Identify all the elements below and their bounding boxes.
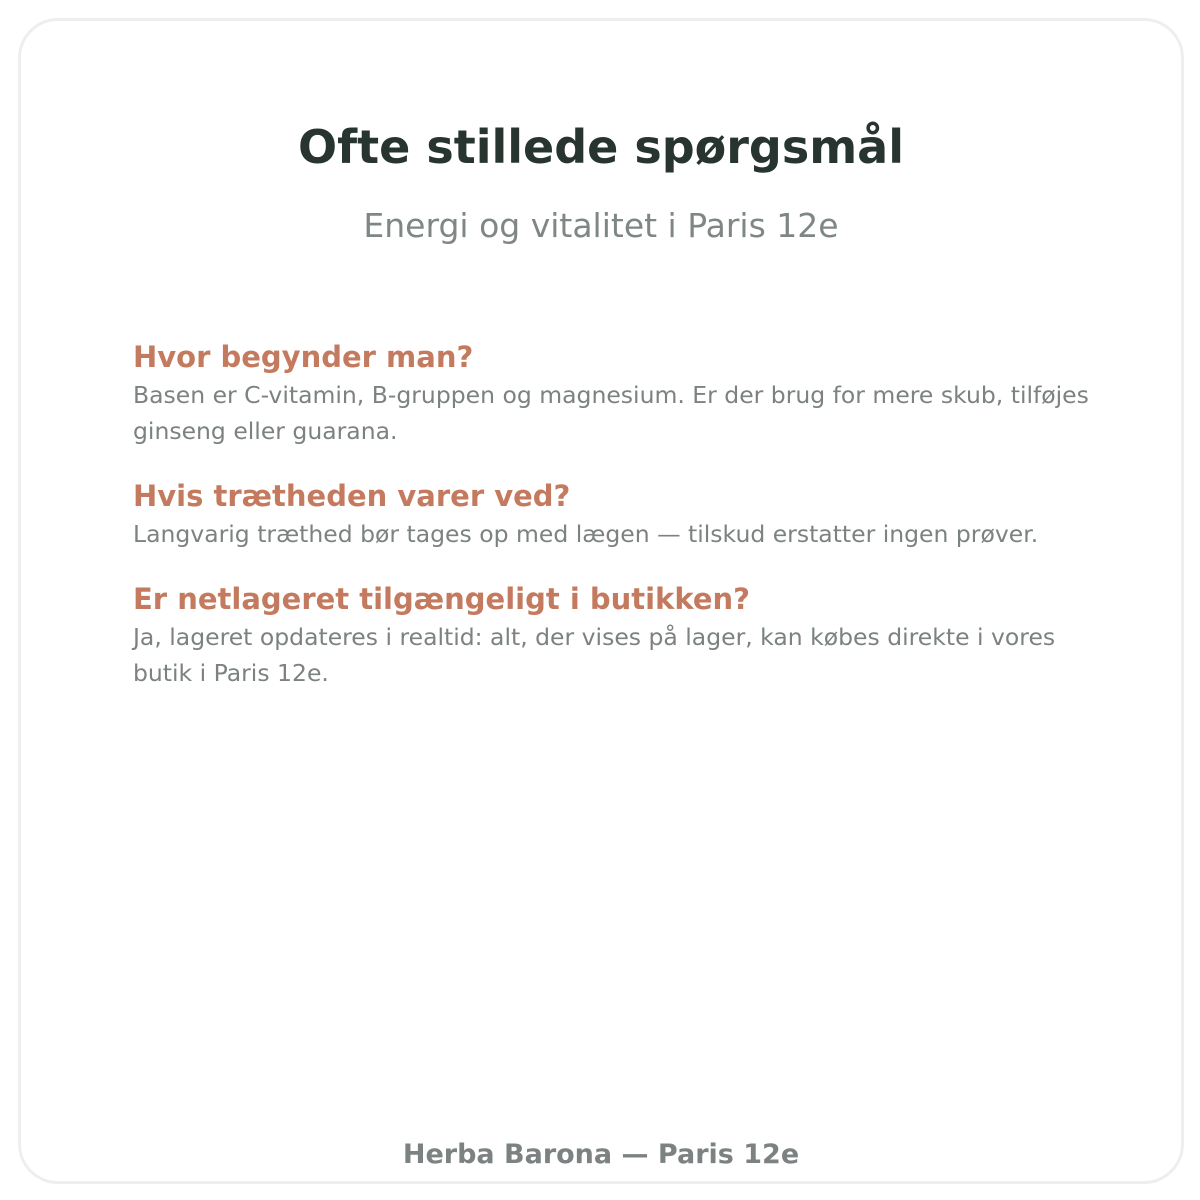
page-subtitle: Energi og vitalitet i Paris 12e [363,206,839,245]
faq-question: Hvis trætheden varer ved? [133,479,571,513]
faq-answer: Langvarig træthed bør tages op med lægen — tilskud erstatter ingen prøver. [133,520,1039,548]
faq-card [18,18,1184,1184]
faq-answer: Ja, lageret opdateres i realtid: alt, der vises på lager, kan købes direkte i vores butik i Paris 12e. [133,623,1056,687]
faq-answer: Basen er C-vitamin, B-gruppen og magnesium. Er der brug for mere skub, tilføjes ginseng eller guarana. [133,381,1089,445]
faq-item [133,476,1093,552]
faq-question: Hvor begynder man? [133,340,474,374]
faq-question: Er netlageret tilgængeligt i butikken? [133,582,750,616]
faq-item [133,579,1093,691]
footer-store-name: Herba Barona — Paris 12e [402,1139,800,1170]
page-title: Ofte stillede spørgsmål [298,120,904,174]
faq-item [133,337,1093,449]
